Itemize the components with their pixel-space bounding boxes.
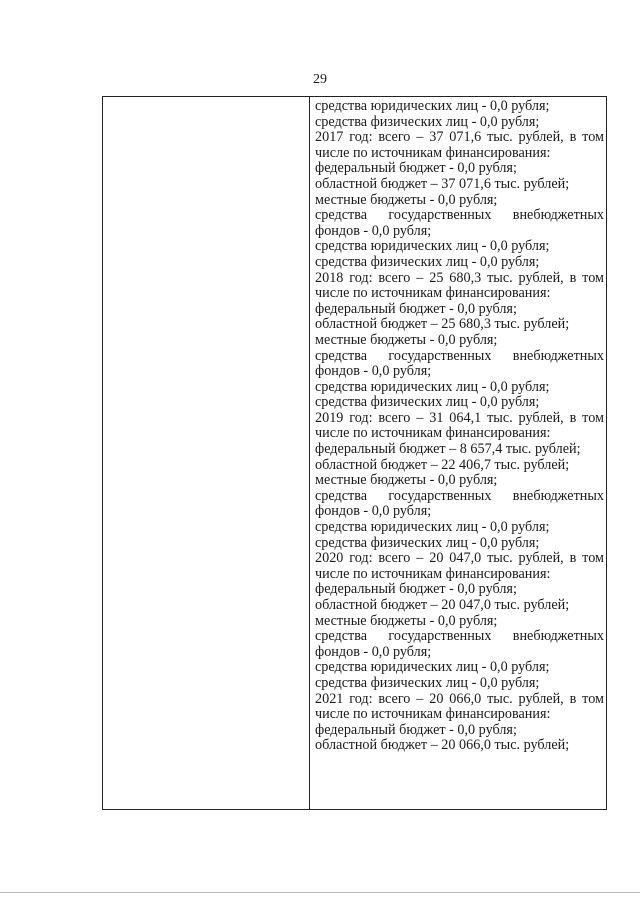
funding-line: 2021 год: всего – 20 066,0 тыс. рублей, в том [315,690,604,707]
table-left-cell [103,97,310,809]
funding-line: средства юридических лиц - 0,0 рубля; [315,378,550,395]
funding-line: числе по источникам финансирования: [315,425,551,442]
funding-line: средства юридических лиц - 0,0 рубля; [315,238,550,255]
funding-line: областной бюджет – 20 066,0 тыс. рублей; [315,737,570,754]
funding-line: средства государственных внебюджетных [315,487,604,504]
funding-line: 2018 год: всего – 25 680,3 тыс. рублей, в том [315,269,604,286]
funding-line: федеральный бюджет - 0,0 рубля; [315,300,517,317]
funding-line: средства государственных внебюджетных [315,207,604,224]
funding-line: местные бюджеты - 0,0 рубля; [315,331,498,348]
funding-line: средства юридических лиц - 0,0 рубля; [315,98,550,114]
table-right-cell [310,97,606,809]
funding-line: средства юридических лиц - 0,0 рубля; [315,659,550,676]
page-bottom-rule [0,892,640,893]
funding-line: местные бюджеты - 0,0 рубля; [315,612,498,629]
funding-line: средства государственных внебюджетных [315,628,604,645]
funding-line: средства государственных внебюджетных [315,347,604,364]
funding-line: средства физических лиц - 0,0 рубля; [315,113,540,130]
funding-line: 2019 год: всего – 31 064,1 тыс. рублей, в том [315,409,604,426]
funding-table [102,96,607,810]
funding-line: федеральный бюджет – 8 657,4 тыс. рублей; [315,441,581,458]
funding-line: федеральный бюджет - 0,0 рубля; [315,721,517,738]
funding-line: средства юридических лиц - 0,0 рубля; [315,519,550,536]
funding-line: средства физических лиц - 0,0 рубля; [315,394,540,411]
funding-line: фондов - 0,0 рубля; [315,363,432,380]
funding-line: средства физических лиц - 0,0 рубля; [315,534,540,551]
funding-line: числе по источникам финансирования: [315,285,551,302]
funding-line: федеральный бюджет - 0,0 рубля; [315,581,517,598]
funding-line: числе по источникам финансирования: [315,706,551,723]
funding-line: областной бюджет – 22 406,7 тыс. рублей; [315,456,570,473]
funding-line: местные бюджеты - 0,0 рубля; [315,191,498,208]
funding-line: федеральный бюджет - 0,0 рубля; [315,160,517,177]
funding-line: областной бюджет – 37 071,6 тыс. рублей; [315,175,570,192]
funding-line: местные бюджеты - 0,0 рубля; [315,472,498,489]
funding-line: фондов - 0,0 рубля; [315,222,432,239]
funding-line: числе по источникам финансирования: [315,565,551,582]
funding-line: средства физических лиц - 0,0 рубля; [315,674,540,691]
funding-line: областной бюджет – 25 680,3 тыс. рублей; [315,316,570,333]
funding-line: областной бюджет – 20 047,0 тыс. рублей; [315,597,570,613]
page-number: 29 [313,72,327,87]
funding-line: 2020 год: всего – 20 047,0 тыс. рублей, в том [315,550,604,567]
funding-line: 2017 год: всего – 37 071,6 тыс. рублей, в том [315,129,604,146]
funding-line: средства физических лиц - 0,0 рубля; [315,253,540,270]
funding-line: фондов - 0,0 рубля; [315,643,432,660]
funding-line: фондов - 0,0 рубля; [315,503,432,520]
funding-line: числе по источникам финансирования: [315,144,551,161]
